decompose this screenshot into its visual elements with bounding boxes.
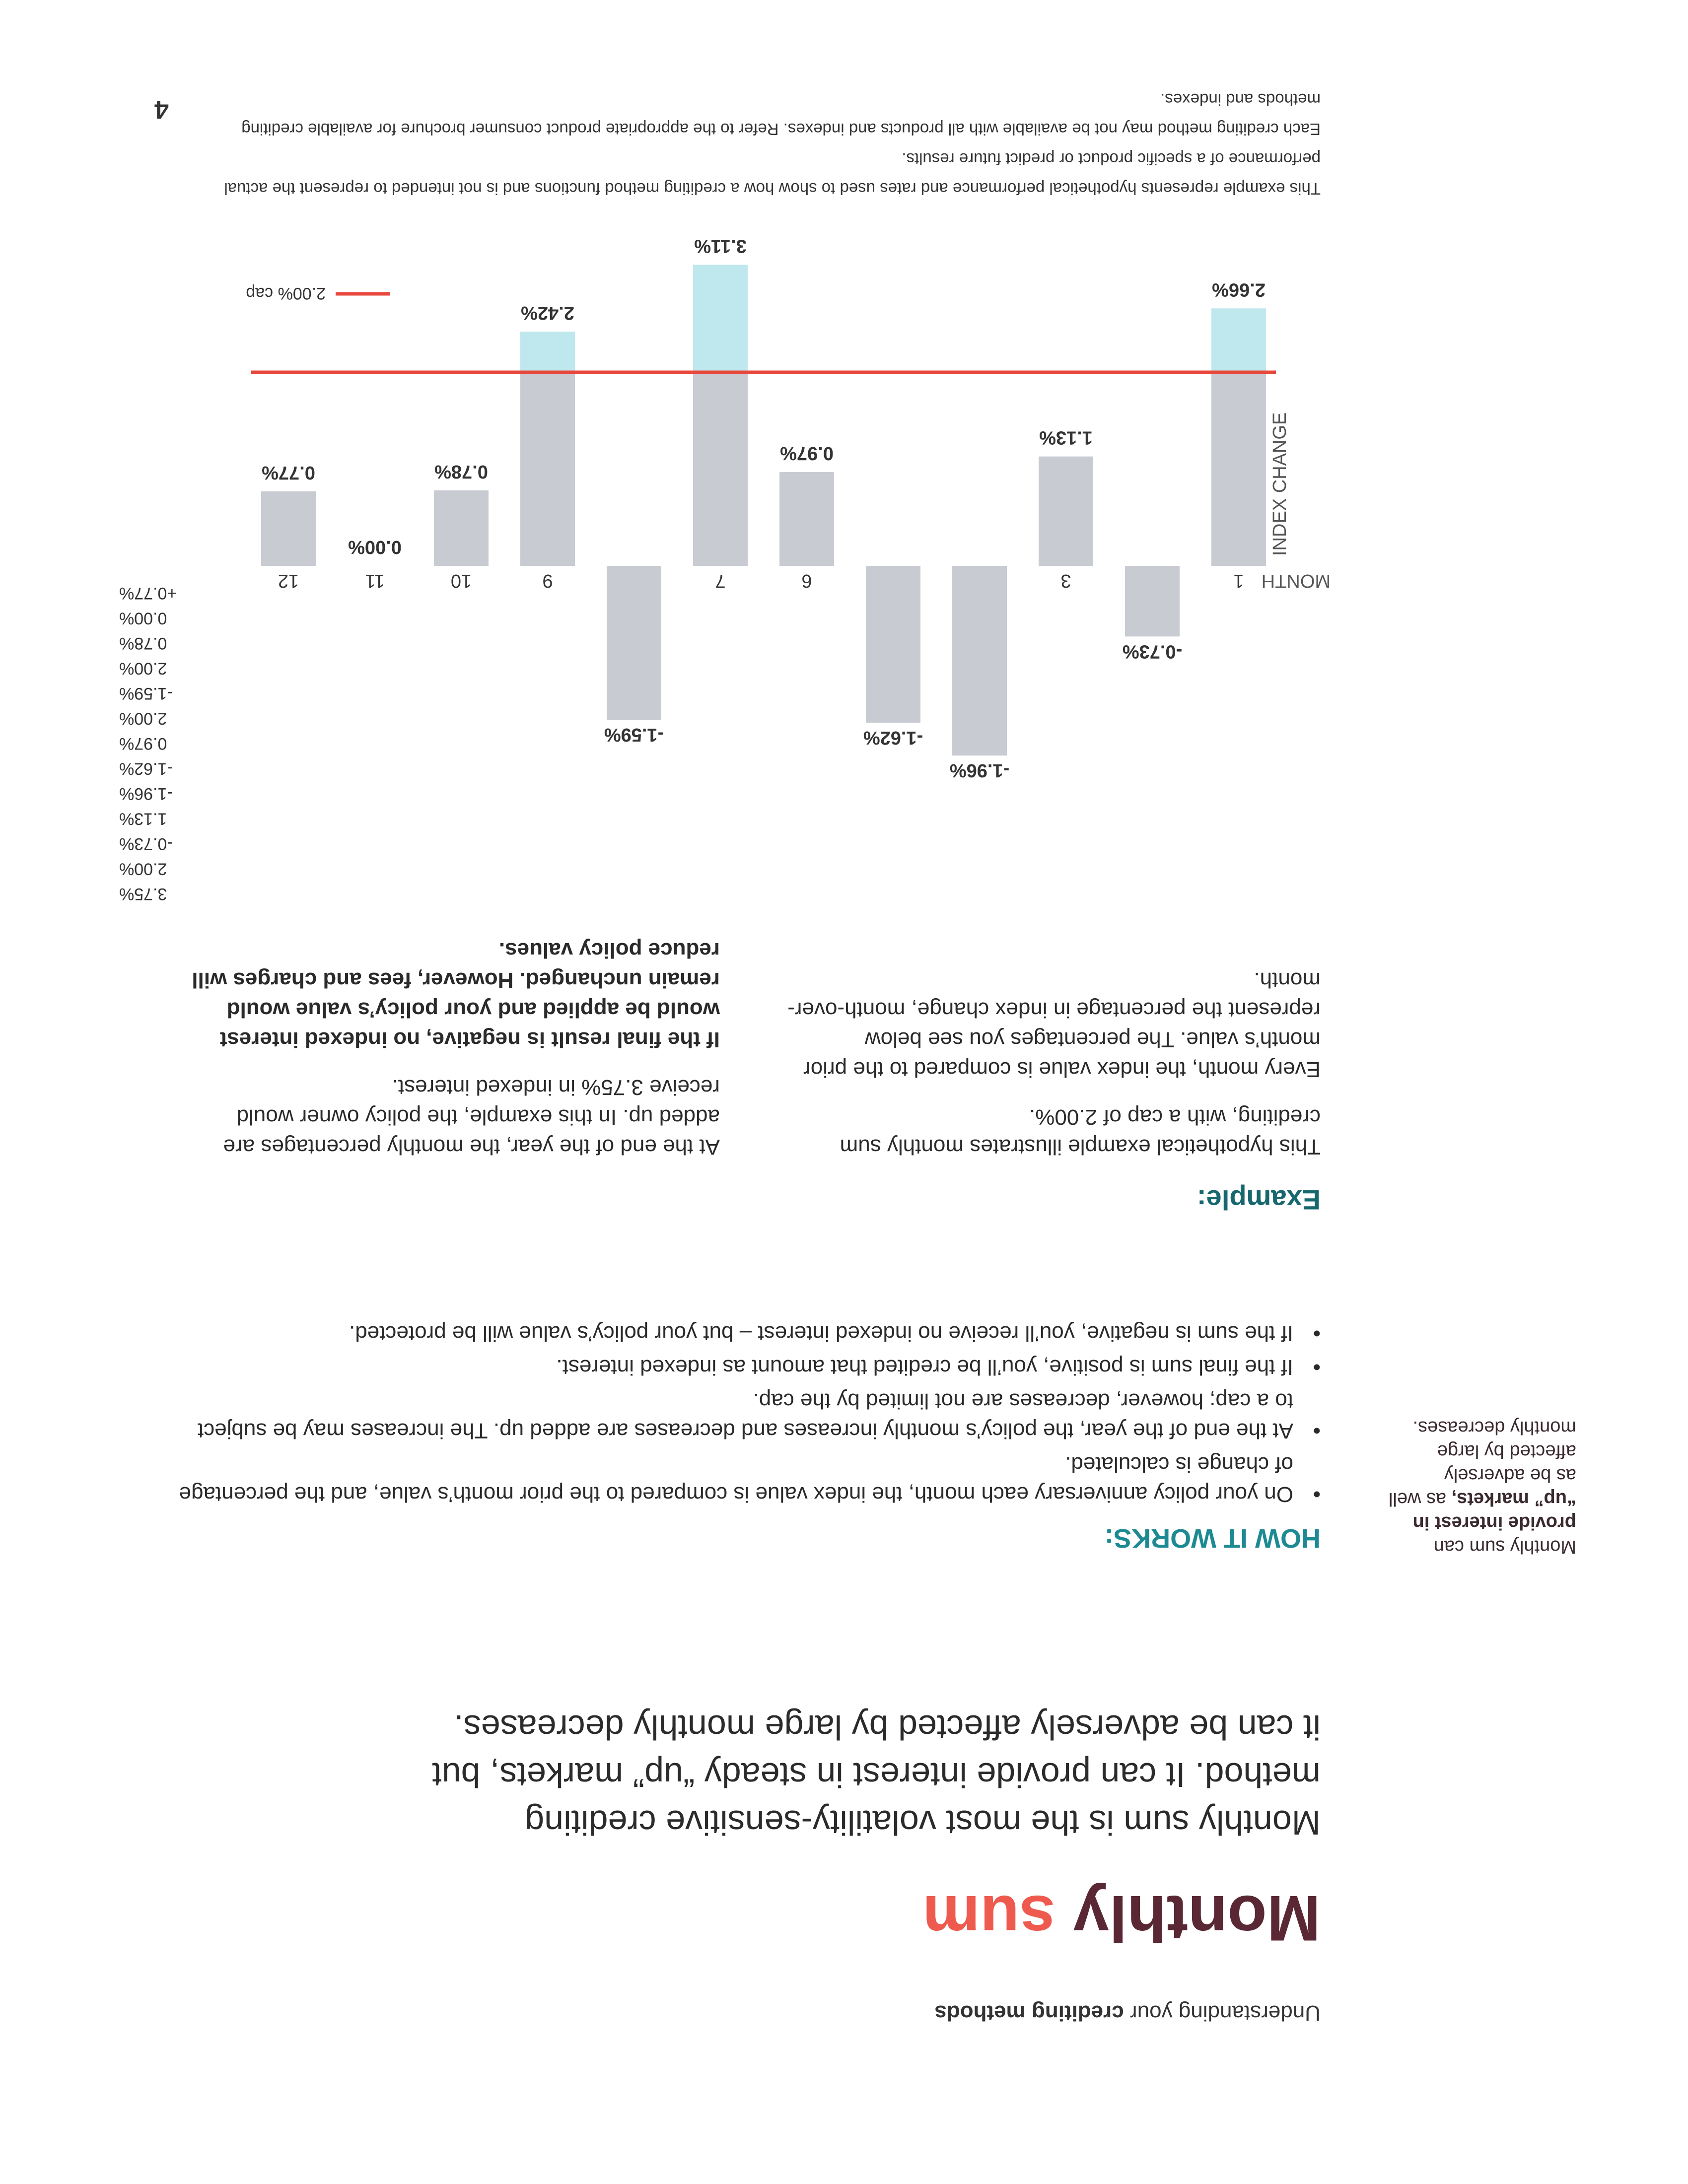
sum-column-value: -1.62% bbox=[119, 759, 173, 778]
header-prefix: Understanding your bbox=[1124, 2001, 1321, 2025]
running-header bbox=[934, 2000, 1321, 2025]
disclaimer-line: Each crediting method may not be available with all products and indexes. Refer to the appropriate product consumer brochure for available crediting methods and indexes. bbox=[241, 90, 1321, 138]
example-heading: Example: bbox=[1197, 1184, 1321, 1216]
sidebar-line2: as well as be adversely affected by large monthly decreases. bbox=[1388, 1417, 1576, 1509]
data-label: 0.77% bbox=[262, 462, 315, 483]
bar bbox=[1039, 457, 1093, 566]
data-label: 2.42% bbox=[521, 302, 574, 324]
bar bbox=[1125, 566, 1180, 636]
how-it-works-list bbox=[179, 1314, 1321, 1509]
list-item: • If the final sum is positive, you’ll be credited that amount as indexed interest. bbox=[179, 1352, 1321, 1382]
bar bbox=[1211, 372, 1266, 566]
month-tick-label: 10 bbox=[450, 570, 472, 591]
example-paragraph: This hypothetical example illustrates monthly sum crediting, with a cap of 2.00%. bbox=[840, 1105, 1321, 1159]
month-tick-label: 11 bbox=[365, 570, 385, 591]
title-word-monthly: Monthly bbox=[1073, 1882, 1321, 1955]
title-word-sum: sum bbox=[922, 1882, 1055, 1955]
bar bbox=[866, 566, 920, 723]
month-tick-label: 6 bbox=[801, 570, 812, 591]
month-tick-label: 12 bbox=[278, 570, 299, 591]
x-axis-label: MONTH bbox=[1261, 570, 1331, 591]
bar bbox=[952, 566, 1007, 755]
list-item: • If the sum is negative, you’ll receive no indexed interest – but your policy’s value will be protected. bbox=[179, 1318, 1321, 1348]
example-bold-paragraph: If the final result is negative, no indexed interest would be applied and your policy’s value would remain unchanged. However, fees and charges will reduce policy values. bbox=[192, 938, 720, 1052]
example-paragraph: Every month, the index value is compared to the prior month’s value. The percentages you see below represent the percentage in index change, month-over-month. bbox=[787, 968, 1321, 1082]
page-number: 4 bbox=[154, 95, 169, 124]
disclaimer bbox=[179, 84, 1321, 204]
bar-over-cap bbox=[693, 265, 748, 372]
data-label: 2.66% bbox=[1212, 279, 1266, 300]
month-tick-label: 7 bbox=[715, 570, 726, 591]
bar bbox=[779, 472, 834, 566]
sum-column-value: -1.59% bbox=[119, 684, 173, 703]
data-label: -1.96% bbox=[949, 760, 1010, 781]
data-label: -0.73% bbox=[1122, 641, 1183, 662]
sum-column-value: 1.13% bbox=[119, 809, 167, 828]
data-label: 3.11% bbox=[694, 235, 747, 257]
bar bbox=[261, 491, 316, 566]
example-column-right bbox=[164, 917, 720, 1161]
sum-column-value: 2.00% bbox=[119, 859, 167, 879]
sum-column-value: 0.00% bbox=[119, 609, 167, 628]
bar bbox=[693, 372, 748, 566]
bar-over-cap bbox=[520, 332, 575, 372]
month-tick-label: 1 bbox=[1233, 570, 1244, 591]
how-it-works-heading: HOW IT WORKS: bbox=[1105, 1523, 1321, 1553]
sum-column-value: 2.00% bbox=[119, 709, 167, 728]
example-paragraph: At the end of the year, the monthly percentages are added up. In this example, the policy owner would receive 3.75% in indexed interest. bbox=[223, 1075, 720, 1159]
monthly-sum-bar-chart bbox=[79, 235, 1331, 908]
data-label: 1.13% bbox=[1039, 427, 1093, 448]
bar bbox=[607, 566, 661, 720]
sum-column-value: +0.77% bbox=[119, 584, 177, 603]
sidebar-line1: Monthly sum can bbox=[1433, 1536, 1576, 1557]
bar bbox=[520, 372, 575, 566]
sidebar-callout bbox=[1388, 1416, 1576, 1559]
sum-column-value: -1.96% bbox=[119, 784, 173, 803]
list-item: • At the end of the year, the policy’s monthly increases and decreases are added up. The increases may be subject to a cap; however, decreases are not limited by the cap. bbox=[179, 1386, 1321, 1445]
sum-column-value: 2.00% bbox=[119, 659, 167, 678]
y-axis-label: INDEX CHANGE bbox=[1269, 412, 1290, 556]
month-tick-label: 9 bbox=[542, 570, 553, 591]
sidebar-bold: provide interest in “up” markets, bbox=[1412, 1489, 1576, 1533]
sum-column-value: -0.73% bbox=[119, 834, 173, 853]
month-tick-label: 3 bbox=[1060, 570, 1071, 591]
data-label: 0.97% bbox=[780, 442, 834, 464]
data-label: 0.00% bbox=[348, 537, 402, 557]
data-label: -1.59% bbox=[604, 724, 664, 746]
bar-over-cap bbox=[1211, 308, 1266, 372]
lead-paragraph: Monthly sum is the most volatility-sensitive crediting method. It can provide interest in steady “up” markets, but it can be adversely affected by large monthly decreases. bbox=[432, 1708, 1321, 1842]
sum-column-value: 0.97% bbox=[119, 734, 167, 753]
legend-label: 2.00% cap bbox=[246, 284, 326, 303]
page-title bbox=[922, 1882, 1321, 1955]
example-column-left bbox=[774, 947, 1321, 1161]
sum-column-total: 3.75% bbox=[119, 885, 167, 903]
header-bold: crediting methods bbox=[934, 2001, 1124, 2025]
disclaimer-line: This example represents hypothetical performance and rates used to show how a crediting method functions and is not intended to represent the actual performance of a specific product or predict future results. bbox=[224, 150, 1321, 198]
list-item: • On your policy anniversary each month, the index value is compared to the prior month’s value, and the percentage of change is calculated. bbox=[179, 1449, 1321, 1509]
data-label: 0.78% bbox=[434, 461, 488, 482]
bar bbox=[434, 490, 489, 566]
data-label: -1.62% bbox=[863, 727, 923, 748]
sum-column-value: 0.78% bbox=[119, 634, 167, 653]
